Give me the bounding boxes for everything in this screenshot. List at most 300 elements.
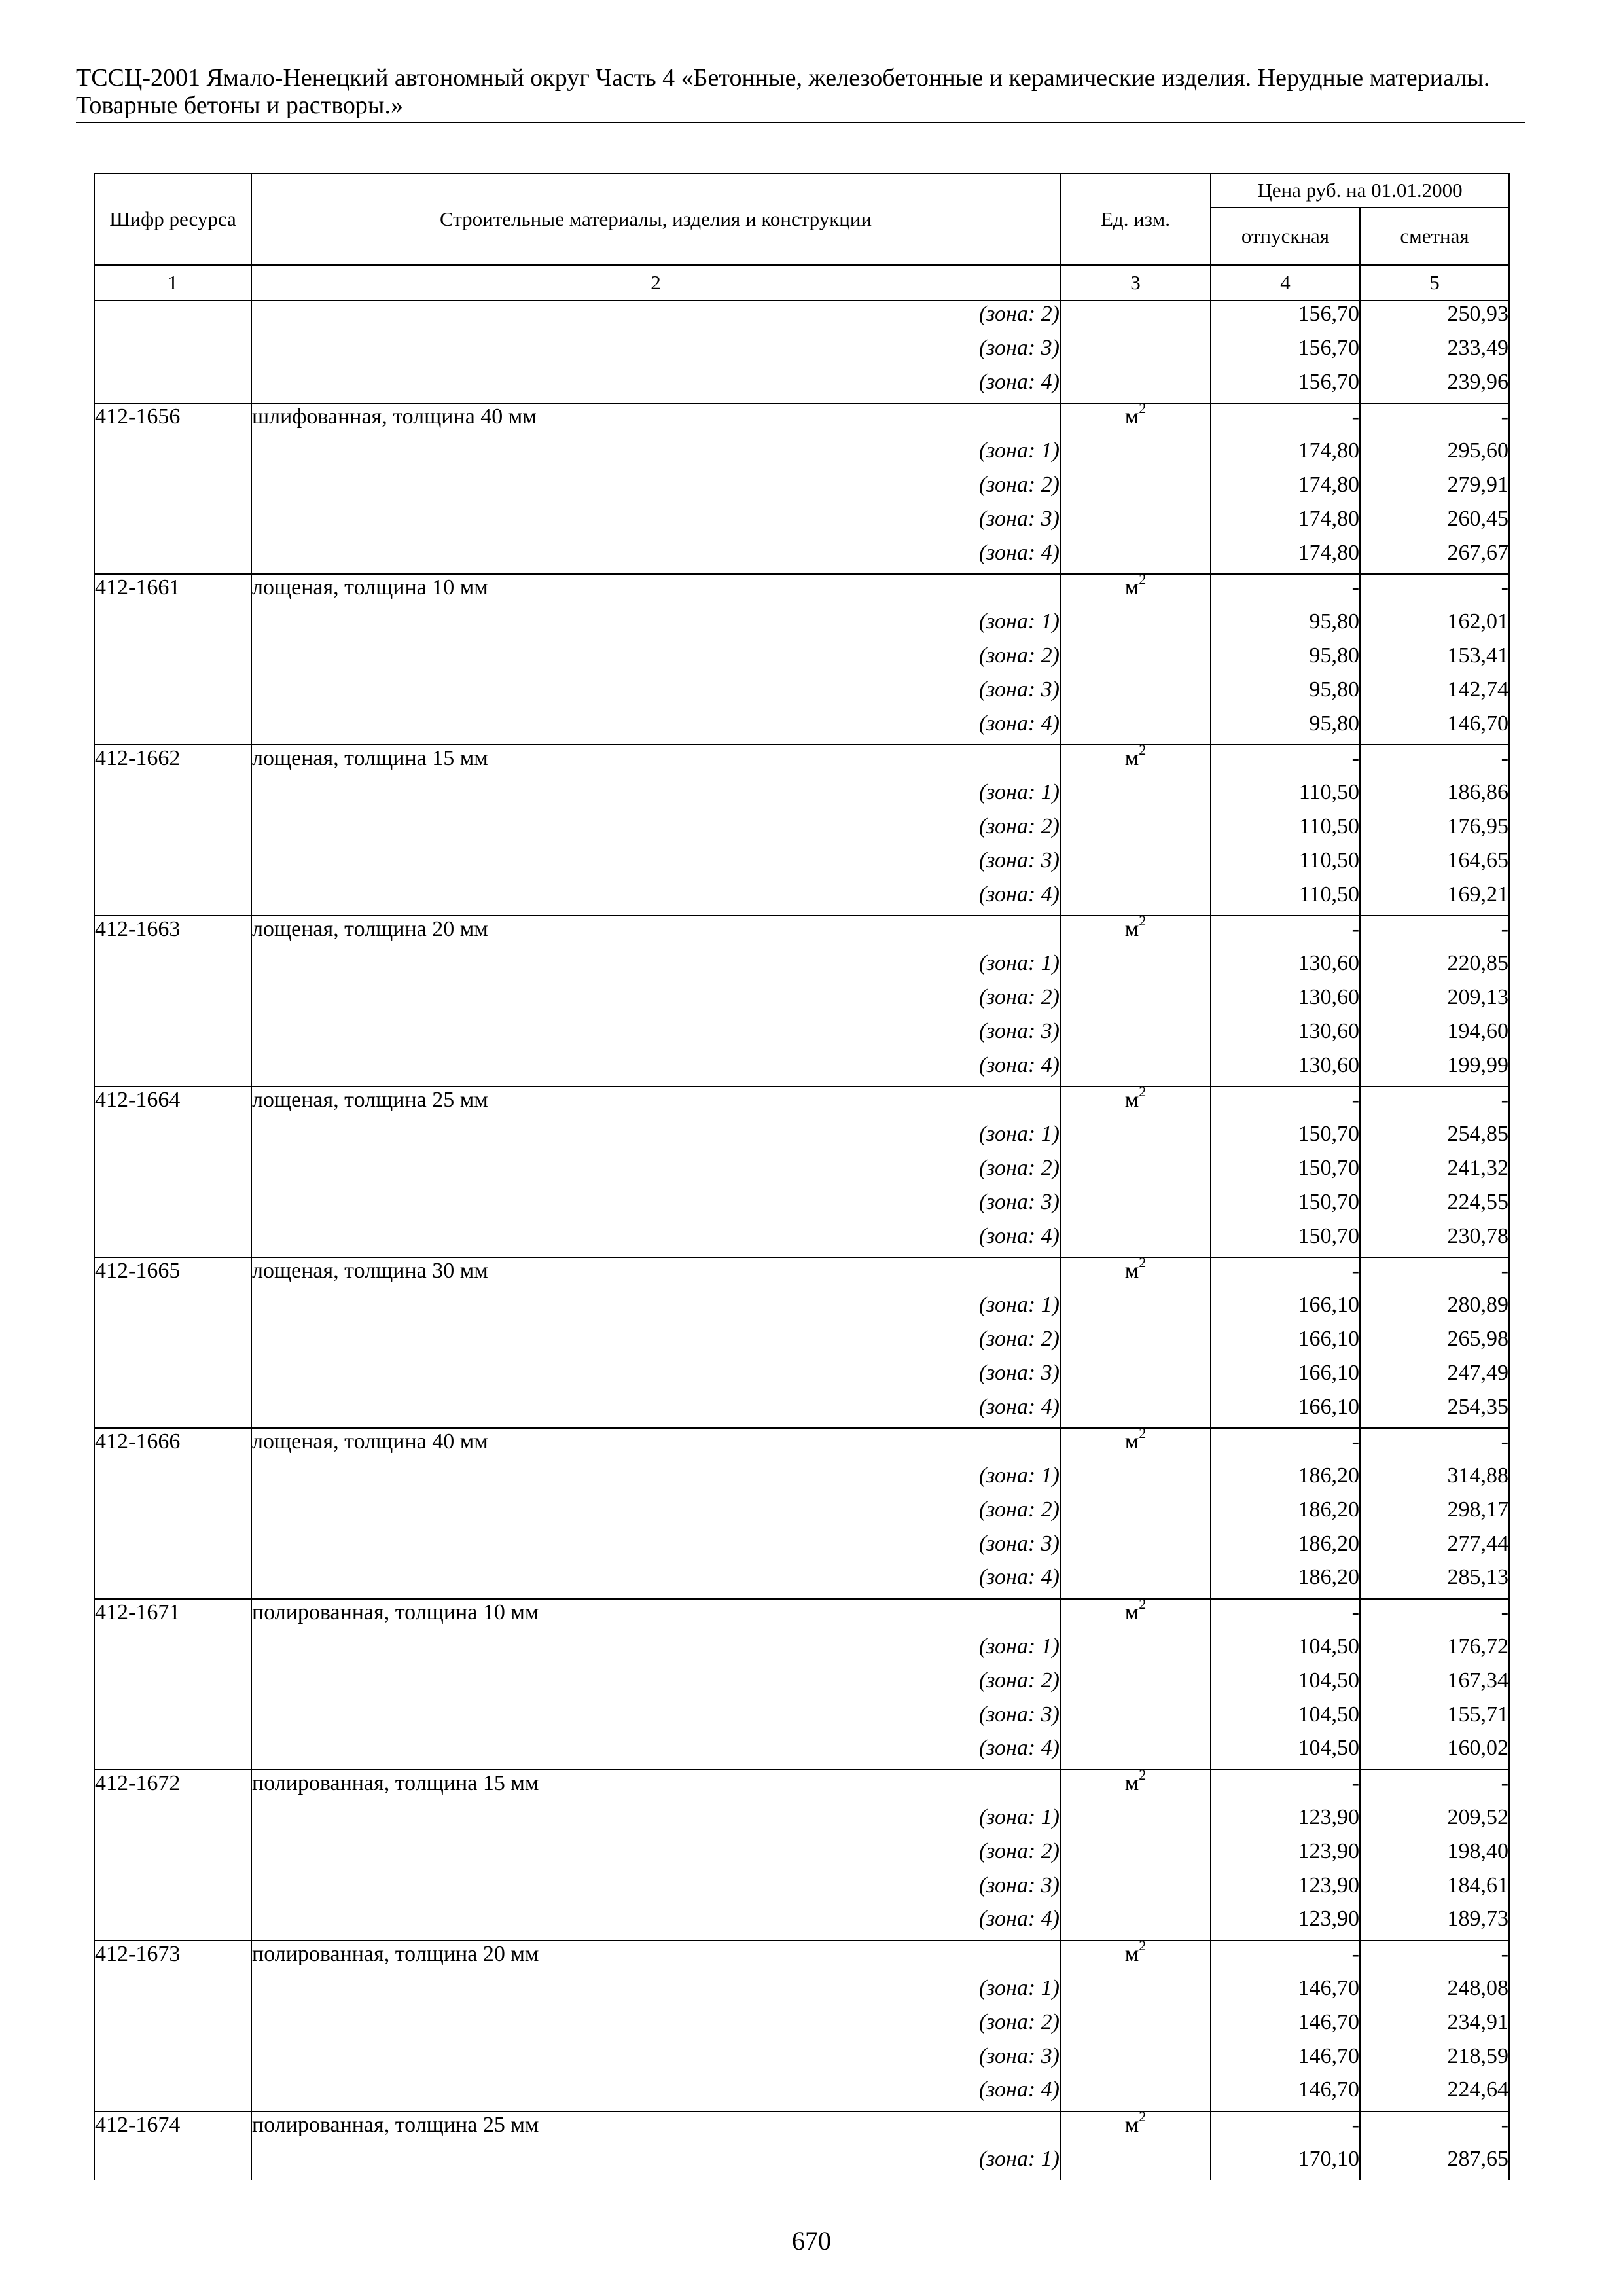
resource-code: 412-1671 [94, 1599, 251, 1634]
column-number: 1 [94, 265, 251, 300]
table-row [94, 1463, 1509, 1497]
resource-code-cell [94, 2043, 251, 2077]
zone-label: (зона: 2) [251, 643, 1060, 677]
release-price: 146,70 [1211, 1975, 1360, 2009]
release-price: 146,70 [1211, 2009, 1360, 2043]
unit-cell [1060, 400, 1211, 438]
release-price: - [1211, 745, 1360, 780]
table-row [94, 1634, 1509, 1668]
unit-cell [1060, 540, 1211, 575]
release-price: 186,20 [1211, 1531, 1360, 1565]
table-row [94, 1497, 1509, 1531]
material-name: лощеная, толщина 20 мм [251, 916, 1060, 950]
release-price: 130,60 [1211, 950, 1360, 984]
material-name: полированная, толщина 15 мм [251, 1770, 1060, 1804]
table-row [94, 916, 1509, 950]
zone-label: (зона: 4) [251, 1052, 1060, 1087]
estimate-price: 277,44 [1360, 1531, 1509, 1565]
estimate-price: 186,86 [1360, 780, 1509, 814]
zone-label: (зона: 2) [251, 472, 1060, 506]
page-header [76, 64, 1525, 123]
zone-label: (зона: 1) [251, 1292, 1060, 1326]
column-number: 2 [251, 265, 1060, 300]
zone-label: (зона: 4) [251, 1223, 1060, 1258]
release-price: - [1211, 916, 1360, 950]
estimate-price: - [1360, 1086, 1509, 1121]
release-price: 150,70 [1211, 1155, 1360, 1189]
resource-code-cell [94, 1121, 251, 1155]
table-row [94, 1564, 1509, 1599]
resource-code-cell [94, 984, 251, 1018]
unit-symbol: м [1124, 1600, 1139, 1625]
unit-cell [1060, 1634, 1211, 1668]
zone-label: (зона: 4) [251, 1906, 1060, 1941]
release-price: 110,50 [1211, 780, 1360, 814]
estimate-price: - [1360, 916, 1509, 950]
unit-symbol: м [1124, 1429, 1139, 1454]
unit-cell [1060, 1735, 1211, 1770]
unit-cell [1060, 848, 1211, 882]
unit-cell [1060, 571, 1211, 609]
column-number: 5 [1360, 265, 1509, 300]
resource-code: 412-1672 [94, 1770, 251, 1804]
resource-code: 412-1674 [94, 2111, 251, 2146]
table-row [94, 711, 1509, 745]
estimate-price: - [1360, 1428, 1509, 1463]
release-price: 123,90 [1211, 1906, 1360, 1941]
zone-label: (зона: 4) [251, 2077, 1060, 2111]
estimate-price: 160,02 [1360, 1735, 1509, 1770]
unit-power: 2 [1139, 571, 1147, 588]
resource-code: 412-1661 [94, 574, 251, 609]
table-row [94, 677, 1509, 711]
unit-cell [1060, 2009, 1211, 2043]
unit-symbol: м [1124, 1942, 1139, 1967]
zone-label: (зона: 4) [251, 540, 1060, 575]
unit-power: 2 [1139, 400, 1147, 417]
unit-symbol: м [1124, 404, 1139, 429]
estimate-price: 153,41 [1360, 643, 1509, 677]
release-price: 166,10 [1211, 1394, 1360, 1429]
header-estimate-price: сметная [1360, 207, 1509, 265]
resource-code-cell [94, 472, 251, 506]
material-name: лощеная, толщина 25 мм [251, 1086, 1060, 1121]
header-line-2: Товарные бетоны и растворы.» [76, 92, 403, 119]
unit-cell [1060, 1766, 1211, 1804]
unit-cell [1060, 643, 1211, 677]
resource-code: 412-1656 [94, 403, 251, 438]
table-row [94, 1394, 1509, 1429]
resource-code-cell [94, 369, 251, 404]
release-price: 156,70 [1211, 300, 1360, 335]
estimate-price: 164,65 [1360, 848, 1509, 882]
release-price: 186,20 [1211, 1564, 1360, 1599]
material-name: полированная, толщина 20 мм [251, 1941, 1060, 1975]
unit-power: 2 [1139, 1083, 1147, 1100]
zone-label: (зона: 3) [251, 1531, 1060, 1565]
estimate-price: 162,01 [1360, 609, 1509, 643]
header-name: Строительные материалы, изделия и конструкции [251, 173, 1060, 265]
table-row [94, 1668, 1509, 1702]
zone-label: (зона: 2) [251, 1497, 1060, 1531]
table-row [94, 1941, 1509, 1975]
unit-power: 2 [1139, 742, 1147, 759]
zone-label: (зона: 1) [251, 1634, 1060, 1668]
unit-cell [1060, 2077, 1211, 2111]
estimate-price: 198,40 [1360, 1839, 1509, 1873]
zone-label: (зона: 2) [251, 1155, 1060, 1189]
estimate-price: 267,67 [1360, 540, 1509, 575]
zone-label: (зона: 2) [251, 814, 1060, 848]
zone-label: (зона: 3) [251, 1018, 1060, 1052]
release-price: 170,10 [1211, 2146, 1360, 2180]
estimate-price: - [1360, 1599, 1509, 1634]
zone-label: (зона: 1) [251, 2146, 1060, 2180]
zone-label: (зона: 2) [251, 1668, 1060, 1702]
estimate-price: 295,60 [1360, 438, 1509, 472]
estimate-price: 265,98 [1360, 1326, 1509, 1360]
estimate-price: 250,93 [1360, 300, 1509, 335]
resource-code-cell [94, 540, 251, 575]
resource-code-cell [94, 1223, 251, 1258]
resource-code-cell [94, 950, 251, 984]
estimate-price: 218,59 [1360, 2043, 1509, 2077]
table-row [94, 1428, 1509, 1463]
unit-cell [1060, 1702, 1211, 1736]
release-price: 123,90 [1211, 1839, 1360, 1873]
release-price: 146,70 [1211, 2043, 1360, 2077]
release-price: 186,20 [1211, 1463, 1360, 1497]
unit-cell [1060, 609, 1211, 643]
header-release-price: отпускная [1211, 207, 1360, 265]
resource-code-cell [94, 1052, 251, 1087]
table-row [94, 1018, 1509, 1052]
material-name: шлифованная, толщина 40 мм [251, 403, 1060, 438]
unit-cell [1060, 882, 1211, 916]
release-price: 150,70 [1211, 1223, 1360, 1258]
zone-label: (зона: 3) [251, 2043, 1060, 2077]
resource-code-cell [94, 1735, 251, 1770]
estimate-price: 260,45 [1360, 506, 1509, 540]
table-row [94, 950, 1509, 984]
resource-code-cell [94, 2077, 251, 2111]
release-price: - [1211, 1428, 1360, 1463]
release-price: 186,20 [1211, 1497, 1360, 1531]
unit-symbol: м [1124, 1259, 1139, 1283]
estimate-price: - [1360, 403, 1509, 438]
estimate-price: 184,61 [1360, 1873, 1509, 1907]
resource-code-cell [94, 1839, 251, 1873]
unit-cell [1060, 1189, 1211, 1223]
zone-label: (зона: 4) [251, 1394, 1060, 1429]
unit-cell [1060, 1873, 1211, 1907]
unit-symbol: м [1124, 2113, 1139, 2138]
table-row [94, 472, 1509, 506]
zone-label: (зона: 4) [251, 711, 1060, 745]
unit-cell [1060, 1155, 1211, 1189]
table-row [94, 1326, 1509, 1360]
resource-code-cell [94, 1018, 251, 1052]
resource-code-cell [94, 2146, 251, 2180]
table-row [94, 1906, 1509, 1941]
table-body [94, 300, 1509, 2180]
release-price: 104,50 [1211, 1634, 1360, 1668]
unit-symbol: м [1124, 746, 1139, 771]
estimate-price: - [1360, 1770, 1509, 1804]
unit-cell [1060, 742, 1211, 780]
unit-cell [1060, 1360, 1211, 1394]
unit-cell [1060, 711, 1211, 745]
release-price: 95,80 [1211, 677, 1360, 711]
zone-label: (зона: 1) [251, 1975, 1060, 2009]
unit-cell [1060, 814, 1211, 848]
table-row [94, 540, 1509, 575]
release-price: - [1211, 1086, 1360, 1121]
estimate-price: 254,35 [1360, 1394, 1509, 1429]
unit-cell [1060, 1906, 1211, 1941]
zone-label: (зона: 2) [251, 300, 1060, 335]
table-row [94, 506, 1509, 540]
zone-label: (зона: 3) [251, 1702, 1060, 1736]
release-price: 174,80 [1211, 506, 1360, 540]
estimate-price: 230,78 [1360, 1223, 1509, 1258]
zone-label: (зона: 2) [251, 1326, 1060, 1360]
table-row [94, 848, 1509, 882]
table-row [94, 1873, 1509, 1907]
unit-cell [1060, 438, 1211, 472]
resource-code-cell [94, 1531, 251, 1565]
resource-code-cell [94, 1360, 251, 1394]
table-row [94, 2146, 1509, 2180]
estimate-price: 189,73 [1360, 1906, 1509, 1941]
release-price: 156,70 [1211, 335, 1360, 369]
zone-label: (зона: 1) [251, 1463, 1060, 1497]
table-row [94, 1770, 1509, 1804]
release-price: - [1211, 2111, 1360, 2146]
resource-code: 412-1673 [94, 1941, 251, 1975]
estimate-price: 234,91 [1360, 2009, 1509, 2043]
unit-power: 2 [1139, 1937, 1147, 1954]
material-name: полированная, толщина 10 мм [251, 1599, 1060, 1634]
resource-code-cell [94, 711, 251, 745]
release-price: 95,80 [1211, 643, 1360, 677]
column-number: 4 [1211, 265, 1360, 300]
unit-power: 2 [1139, 1424, 1147, 1441]
estimate-price: 176,72 [1360, 1634, 1509, 1668]
estimate-price: 247,49 [1360, 1360, 1509, 1394]
estimate-price: 298,17 [1360, 1497, 1509, 1531]
resource-code: 412-1663 [94, 916, 251, 950]
resource-code-cell [94, 1394, 251, 1429]
table-row [94, 574, 1509, 609]
release-price: 146,70 [1211, 2077, 1360, 2111]
release-price: 104,50 [1211, 1735, 1360, 1770]
zone-label: (зона: 3) [251, 848, 1060, 882]
zone-label: (зона: 2) [251, 2009, 1060, 2043]
resource-code: 412-1666 [94, 1428, 251, 1463]
unit-cell [1060, 506, 1211, 540]
table-row [94, 1155, 1509, 1189]
release-price: 174,80 [1211, 438, 1360, 472]
resource-code-cell [94, 300, 251, 335]
table-row [94, 1804, 1509, 1839]
table-row [94, 984, 1509, 1018]
release-price: 110,50 [1211, 848, 1360, 882]
release-price: 130,60 [1211, 984, 1360, 1018]
header-price-group: Цена руб. на 01.01.2000 [1211, 173, 1509, 207]
table-row [94, 643, 1509, 677]
estimate-price: 155,71 [1360, 1702, 1509, 1736]
table-row [94, 1121, 1509, 1155]
estimate-price: 209,52 [1360, 1804, 1509, 1839]
table-row [94, 609, 1509, 643]
table-row [94, 2009, 1509, 2043]
zone-label: (зона: 4) [251, 882, 1060, 916]
estimate-price: - [1360, 745, 1509, 780]
table-row [94, 2077, 1509, 2111]
estimate-price: - [1360, 574, 1509, 609]
resource-code-cell [94, 1702, 251, 1736]
zone-label: (зона: 4) [251, 1564, 1060, 1599]
table-row [94, 882, 1509, 916]
table-row [94, 438, 1509, 472]
zone-label: (зона: 3) [251, 1873, 1060, 1907]
table-row [94, 1839, 1509, 1873]
resource-code-cell [94, 1463, 251, 1497]
table-row [94, 1975, 1509, 2009]
release-price: 130,60 [1211, 1052, 1360, 1087]
zone-label: (зона: 1) [251, 438, 1060, 472]
resource-code-cell [94, 335, 251, 369]
release-price: 95,80 [1211, 609, 1360, 643]
unit-cell [1060, 1564, 1211, 1599]
release-price: 95,80 [1211, 711, 1360, 745]
release-price: - [1211, 403, 1360, 438]
release-price: 110,50 [1211, 814, 1360, 848]
release-price: 156,70 [1211, 369, 1360, 404]
release-price: - [1211, 1599, 1360, 1634]
release-price: 123,90 [1211, 1873, 1360, 1907]
unit-power: 2 [1139, 1766, 1147, 1783]
unit-cell [1060, 2043, 1211, 2077]
column-number: 3 [1060, 265, 1211, 300]
resource-code-cell [94, 1326, 251, 1360]
resource-code-cell [94, 1497, 251, 1531]
header-code: Шифр ресурса [94, 173, 251, 265]
release-price: 150,70 [1211, 1121, 1360, 1155]
unit-cell [1060, 1804, 1211, 1839]
unit-cell [1060, 1975, 1211, 2009]
resource-code-cell [94, 1564, 251, 1599]
zone-label: (зона: 3) [251, 677, 1060, 711]
unit-cell [1060, 1121, 1211, 1155]
resource-code-cell [94, 1189, 251, 1223]
unit-power: 2 [1139, 1253, 1147, 1270]
release-price: 130,60 [1211, 1018, 1360, 1052]
unit-cell [1060, 780, 1211, 814]
table-row [94, 1086, 1509, 1121]
header-line-1: ТССЦ-2001 Ямало-Ненецкий автономный округ Часть 4 «Бетонные, железобетонные и керамические изделия. Нерудные материалы. [76, 64, 1490, 92]
unit-cell [1060, 1292, 1211, 1326]
release-price: - [1211, 1257, 1360, 1292]
resource-code-cell [94, 506, 251, 540]
estimate-price: 285,13 [1360, 1564, 1509, 1599]
table-row [94, 1223, 1509, 1258]
estimate-price: - [1360, 2111, 1509, 2146]
zone-label: (зона: 1) [251, 780, 1060, 814]
unit-cell [1060, 1497, 1211, 1531]
estimate-price: 209,13 [1360, 984, 1509, 1018]
table-row [94, 745, 1509, 780]
estimate-price: 248,08 [1360, 1975, 1509, 2009]
unit-power: 2 [1139, 1595, 1147, 1612]
unit-cell [1060, 1937, 1211, 1975]
release-price: 166,10 [1211, 1360, 1360, 1394]
release-price: 166,10 [1211, 1326, 1360, 1360]
release-price: - [1211, 574, 1360, 609]
table-row [94, 2111, 1509, 2146]
release-price: 174,80 [1211, 540, 1360, 575]
unit-cell [1060, 1052, 1211, 1087]
estimate-price: 241,32 [1360, 1155, 1509, 1189]
resource-code: 412-1662 [94, 745, 251, 780]
unit-cell [1060, 369, 1211, 404]
unit-symbol: м [1124, 917, 1139, 942]
unit-cell [1060, 1595, 1211, 1634]
resource-code-cell [94, 1873, 251, 1907]
resource-code-cell [94, 438, 251, 472]
table-row [94, 369, 1509, 404]
resource-code-cell [94, 1155, 251, 1189]
unit-cell [1060, 300, 1211, 335]
unit-symbol: м [1124, 575, 1139, 600]
zone-label: (зона: 2) [251, 1839, 1060, 1873]
unit-cell [1060, 472, 1211, 506]
estimate-price: 233,49 [1360, 335, 1509, 369]
unit-cell [1060, 1424, 1211, 1463]
resource-code-cell [94, 1804, 251, 1839]
unit-cell [1060, 1394, 1211, 1429]
unit-cell [1060, 1463, 1211, 1497]
unit-cell [1060, 1531, 1211, 1565]
table-row [94, 1292, 1509, 1326]
resource-code-cell [94, 643, 251, 677]
unit-cell [1060, 1253, 1211, 1292]
estimate-price: 224,55 [1360, 1189, 1509, 1223]
unit-cell [1060, 1083, 1211, 1121]
unit-cell [1060, 1668, 1211, 1702]
unit-cell [1060, 912, 1211, 950]
material-name: лощеная, толщина 15 мм [251, 745, 1060, 780]
estimate-price: - [1360, 1941, 1509, 1975]
table-row [94, 780, 1509, 814]
zone-label: (зона: 1) [251, 1804, 1060, 1839]
release-price: 123,90 [1211, 1804, 1360, 1839]
table-row [94, 300, 1509, 335]
resource-code-cell [94, 780, 251, 814]
release-price: 174,80 [1211, 472, 1360, 506]
zone-label: (зона: 2) [251, 984, 1060, 1018]
resource-code-cell [94, 1906, 251, 1941]
unit-cell [1060, 1839, 1211, 1873]
material-name: лощеная, толщина 40 мм [251, 1428, 1060, 1463]
table-row [94, 1257, 1509, 1292]
resource-code-cell [94, 2009, 251, 2043]
price-table [94, 173, 1510, 2180]
release-price: - [1211, 1941, 1360, 1975]
unit-cell [1060, 1326, 1211, 1360]
material-name: лощеная, толщина 10 мм [251, 574, 1060, 609]
